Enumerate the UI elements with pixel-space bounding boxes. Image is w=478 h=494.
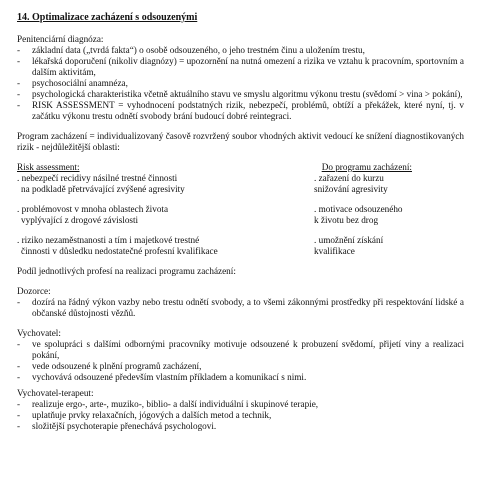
terapeut-heading: Vychovatel-terapeut: xyxy=(17,388,94,398)
risk-row-left-1: . riziko nezaměstnanosti a tím i majetkové trestné xyxy=(17,235,200,245)
risk-row-right-2: kvalifikace xyxy=(314,246,355,256)
vychovatel-item: - vychovává odsouzené především vlastním příkladem a komunikací s nimi. xyxy=(17,372,464,383)
vychovatel-item: - ve spolupráci s dalšími odbornými pracovníky motivuje odsouzené k probuzení svědomí, přijetí viny a realizaci pokání, xyxy=(17,339,464,361)
diagnosis-item-basic-data: - základní data („tvrdá fakta“) o osobě odsouzeného, o jeho trestném činu a uložením trestu, xyxy=(17,45,464,56)
diagnosis-heading: Penitenciární diagnóza: xyxy=(17,34,104,44)
diagnosis-item-medical: - lékařská doporučení (nikoliv diagnózy) = upozornění na nutná omezení a rizika ve vztahu k pracovním, sportovním a dalším aktivitám, xyxy=(17,56,464,78)
dozorce-heading: Dozorce: xyxy=(17,286,51,296)
risk-row xyxy=(17,204,464,226)
dozorce-item: - dozírá na řádný výkon vazby nebo trestu odnětí svobody, a to všemi zákonnými prostředky při respektování lidské a občanské důstojnosti vězňů. xyxy=(17,297,464,319)
diagnosis-item-risk-assessment: - RISK ASSESSMENT = vyhodnocení podstatných rizik, nebezpečí, problémů, obtíží a překážek, které nyní, tj. v začátku výkonu trestu odnětí svobody brání budoucí dobré reintegraci. xyxy=(17,100,464,122)
risk-row-left-1: . nebezpečí recidivy násilné trestné činnosti xyxy=(17,173,178,183)
diagnosis-list xyxy=(17,45,464,122)
terapeut-item: - složitější psychoterapie přenechává psychologovi. xyxy=(17,421,464,432)
risk-row-right-2: k životu bez drog xyxy=(314,215,379,225)
risk-assessment-header: Risk assessment: xyxy=(17,162,80,172)
terapeut-item: - realizuje ergo-, arte-, muziko-, biblio- a další individuální i skupinové terapie, xyxy=(17,399,464,410)
risk-table xyxy=(17,162,464,257)
diagnosis-item-anamnesis: - psychosociální anamnéza, xyxy=(17,78,464,89)
risk-row-left-2: činnosti v důsledku nedostatečné profesní kvalifikace xyxy=(21,246,218,256)
program-paragraph: Program zacházení = individualizovaný časově rozvržený soubor vhodných aktivit vedoucí ke snížení diagnostikovaných rizik - nejdůležitější oblasti: xyxy=(17,131,464,152)
terapeut-list xyxy=(17,399,464,432)
vychovatel-heading: Vychovatel: xyxy=(17,328,61,338)
risk-row-left-2: na podkladě přetrvávající zvýšené agresivity xyxy=(21,184,185,194)
risk-row-right-1: . umožnění získání xyxy=(314,235,384,245)
program-header: Do programu zacházení: xyxy=(321,162,412,172)
risk-row-right-1: . zařazení do kurzu xyxy=(314,173,384,183)
professions-heading: Podíl jednotlivých profesí na realizaci programu zacházení: xyxy=(17,266,236,276)
risk-row xyxy=(17,173,464,195)
risk-row xyxy=(17,235,464,257)
diagnosis-item-psychology: - psychologická charakteristika včetně aktuálního stavu ve smyslu algoritmu výkonu trestu (svědomí > vina > pokání), xyxy=(17,89,464,100)
vychovatel-item: - vede odsouzené k plnění programů zacházení, xyxy=(17,361,464,372)
dozorce-list xyxy=(17,297,464,319)
risk-row-right-1: . motivace odsouzeného xyxy=(314,204,403,214)
risk-row-right-2: snižování agresivity xyxy=(314,184,388,194)
risk-table-header xyxy=(17,162,464,173)
terapeut-item: - uplatňuje prvky relaxačních, jógových a dalších metod a technik, xyxy=(17,410,464,421)
risk-row-left-2: vyplývající z drogové závislosti xyxy=(21,215,139,225)
vychovatel-list xyxy=(17,339,464,383)
risk-row-left-1: . problémovost v mnoha oblastech života xyxy=(17,204,169,214)
section-title: 14. Optimalizace zacházení s odsouzenými xyxy=(17,12,198,23)
